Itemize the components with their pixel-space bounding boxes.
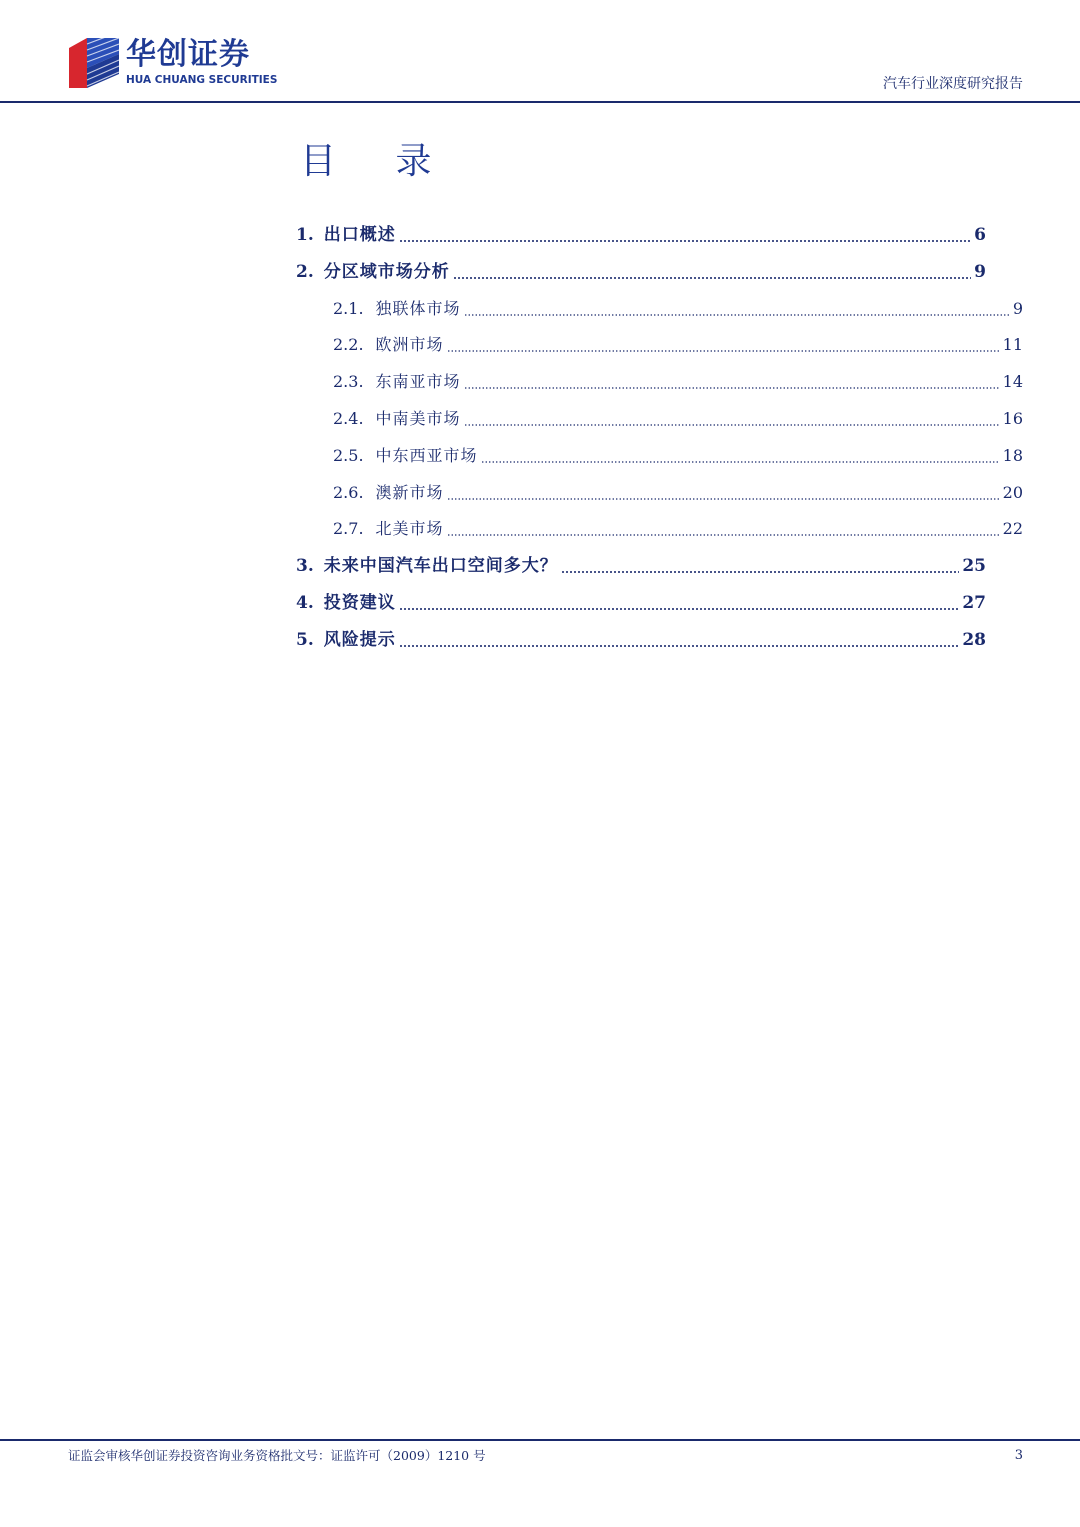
toc-entry[interactable] [333,297,1023,321]
toc-entry-number: 2.5. [333,446,364,465]
toc-entry[interactable] [296,223,986,247]
toc-entry-page: 9 [1012,299,1023,318]
toc-entry-label: 未来中国汽车出口空间多大？ [323,556,558,576]
toc-entry-number: 2.2. [333,335,364,354]
toc-entry-label: 欧洲市场 [375,335,444,354]
report-type-label: 汽车行业深度研究报告 [883,76,1023,92]
toc-entry-number: 5. [296,630,314,650]
toc-entry[interactable] [333,333,1023,357]
toc-dot-leader [399,240,971,242]
toc-entry-number: 2.7. [333,519,364,538]
toc-entry-page: 27 [962,593,986,613]
toc-entry-label: 中东西亚市场 [375,446,478,465]
toc-dot-leader [399,645,960,647]
toc-dot-leader [464,424,1000,426]
toc-entry-label: 投资建议 [323,593,396,613]
toc-entry-label: 风险提示 [323,630,396,650]
page-header [0,0,1080,104]
toc-entry[interactable] [333,481,1023,505]
toc-entry[interactable] [296,260,986,284]
toc-entry-page: 28 [962,630,986,650]
toc-entry-number: 2.6. [333,483,364,502]
toc-entry-number: 2. [296,262,314,282]
footer-divider [0,1439,1080,1441]
toc-entry[interactable] [296,628,986,652]
toc-entry-label: 北美市场 [375,519,444,538]
toc-dot-leader [399,608,960,610]
toc-entry-number: 1. [296,225,314,245]
toc-dot-leader [481,461,1000,463]
toc-entry-number: 2.1. [333,299,364,318]
toc-entry-number: 3. [296,556,314,576]
toc-entry-page: 20 [1002,483,1023,502]
toc-entry-page: 22 [1002,519,1023,538]
toc-entry[interactable] [333,407,1023,431]
toc-dot-leader [447,534,1000,536]
toc-entry-page: 11 [1002,335,1023,354]
toc-entry-label: 分区域市场分析 [323,262,450,282]
toc-dot-leader [447,498,1000,500]
toc-entry-label: 东南亚市场 [375,372,461,391]
toc-entry-label: 独联体市场 [375,299,461,318]
company-name-en: HUA CHUANG SECURITIES [126,74,278,86]
toc-entry-page: 9 [974,262,986,282]
toc-entry-page: 14 [1002,372,1023,391]
toc-dot-leader [453,277,971,279]
toc-entry-number: 2.3. [333,372,364,391]
toc-dot-leader [447,350,1000,352]
toc-entry-number: 4. [296,593,314,613]
footer-page-number: 3 [1014,1448,1023,1463]
company-logo-icon [69,38,119,88]
toc-entry-page: 6 [974,225,986,245]
footer-license-text: 证监会审核华创证券投资咨询业务资格批文号：证监许可（2009）1210 号 [68,1448,486,1463]
toc-entry-label: 澳新市场 [375,483,444,502]
toc-entry[interactable] [296,591,986,615]
toc-entry-page: 25 [962,556,986,576]
company-name-cn: 华创证券 [126,37,250,72]
toc-entry-label: 出口概述 [323,225,396,245]
toc-entry[interactable] [333,517,1023,541]
toc-entry[interactable] [296,554,986,578]
toc-entry-label: 中南美市场 [375,409,461,428]
toc-entry-page: 18 [1002,446,1023,465]
toc-dot-leader [464,314,1010,316]
toc-entry-number: 2.4. [333,409,364,428]
toc-entry[interactable] [333,444,1023,468]
toc-entry-page: 16 [1002,409,1023,428]
toc-dot-leader [464,387,1000,389]
toc-title: 目 录 [300,141,456,182]
toc-dot-leader [561,571,960,573]
toc-entry[interactable] [333,370,1023,394]
header-divider [0,101,1080,103]
